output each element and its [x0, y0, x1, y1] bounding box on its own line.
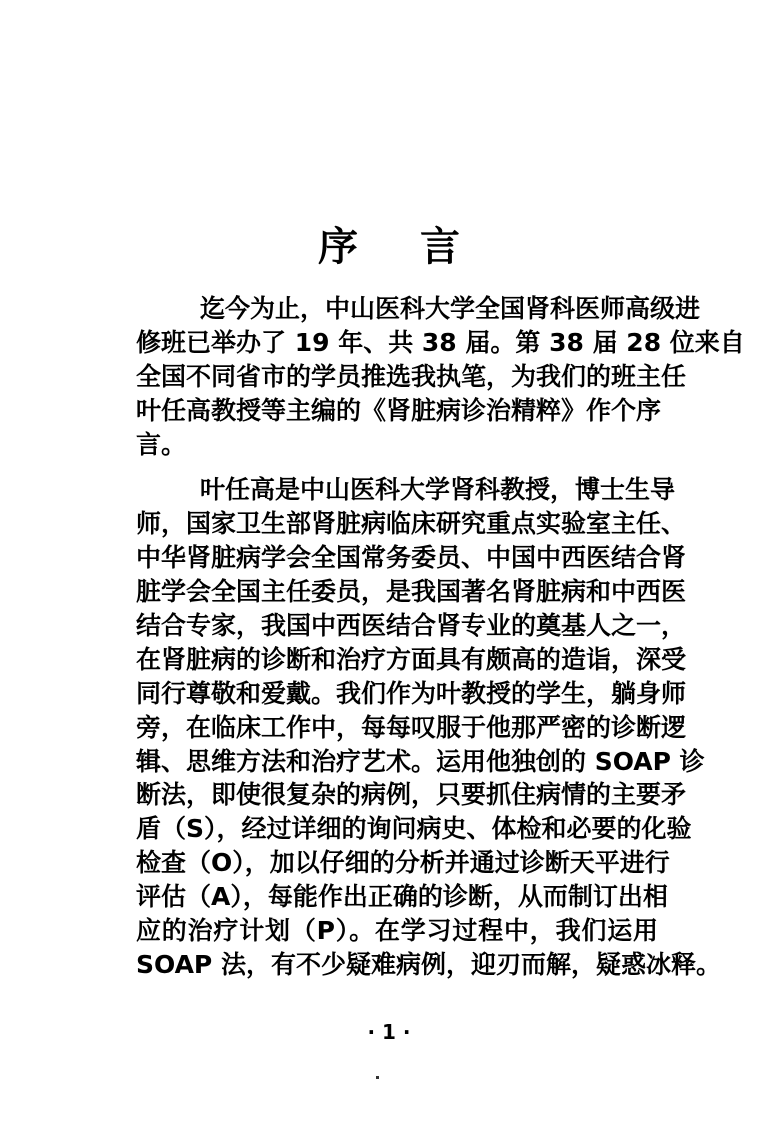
title-char: 言 [420, 224, 460, 270]
text-line: 辑、思维方法和治疗艺术。运用他独创的 SOAP 诊 [136, 746, 705, 776]
paragraph [136, 292, 745, 461]
text-line: 旁，在临床工作中，每每叹服于他那严密的诊断逻 [136, 712, 687, 742]
text-line: 全国不同省市的学员推选我执笔，为我们的班主任 [136, 361, 687, 391]
text-line: 应的治疗计划（P）。在学习过程中，我们运用 [136, 916, 658, 946]
text-line: 检查（O），加以仔细的分析并通过诊断天平进行 [136, 848, 670, 878]
preface-body [136, 292, 745, 982]
text-line: 修班已举办了 19 年、共 38 届。第 38 届 28 位来自 [136, 327, 745, 357]
text-line: 同行尊敬和爱戴。我们作为叶教授的学生，躺身师 [136, 678, 687, 708]
text-line: 评估（A），每能作出正确的诊断，从而制订出相 [136, 882, 668, 912]
text-line: 中华肾脏病学会全国常务委员、中国中西医结合肾 [136, 543, 687, 573]
paragraph [136, 473, 721, 981]
text-line: SOAP 法，有不少疑难病例，迎刃而解，疑惑冰释。 [136, 949, 721, 979]
scan-speck [376, 1076, 379, 1079]
text-line: 叶任高是中山医科大学肾科教授，博士生导 [200, 475, 676, 505]
text-line: 盾（S），经过详细的询问病史、体检和必要的化验 [136, 814, 692, 844]
text-line: 言。 [136, 429, 187, 459]
text-line: 叶任高教授等主编的《肾脏病诊治精粹》作个序 [136, 395, 662, 425]
text-line: 脏学会全国主任委员，是我国著名肾脏病和中西医 [136, 577, 687, 607]
text-line: 迄今为止，中山医科大学全国肾科医师高级进 [200, 294, 701, 323]
text-line: 断法，即使很复杂的病例，只要抓住病情的主要矛 [136, 780, 687, 810]
title-char: 序 [318, 224, 358, 270]
text-line: 结合专家，我国中西医结合肾专业的奠基人之一， [136, 611, 687, 641]
text-line: 在肾脏病的诊断和治疗方面具有颇高的造诣，深受 [136, 644, 687, 674]
page-number: · 1 · [367, 1020, 411, 1044]
page-title [0, 215, 778, 270]
text-line: 师，国家卫生部肾脏病临床研究重点实验室主任、 [136, 509, 687, 539]
